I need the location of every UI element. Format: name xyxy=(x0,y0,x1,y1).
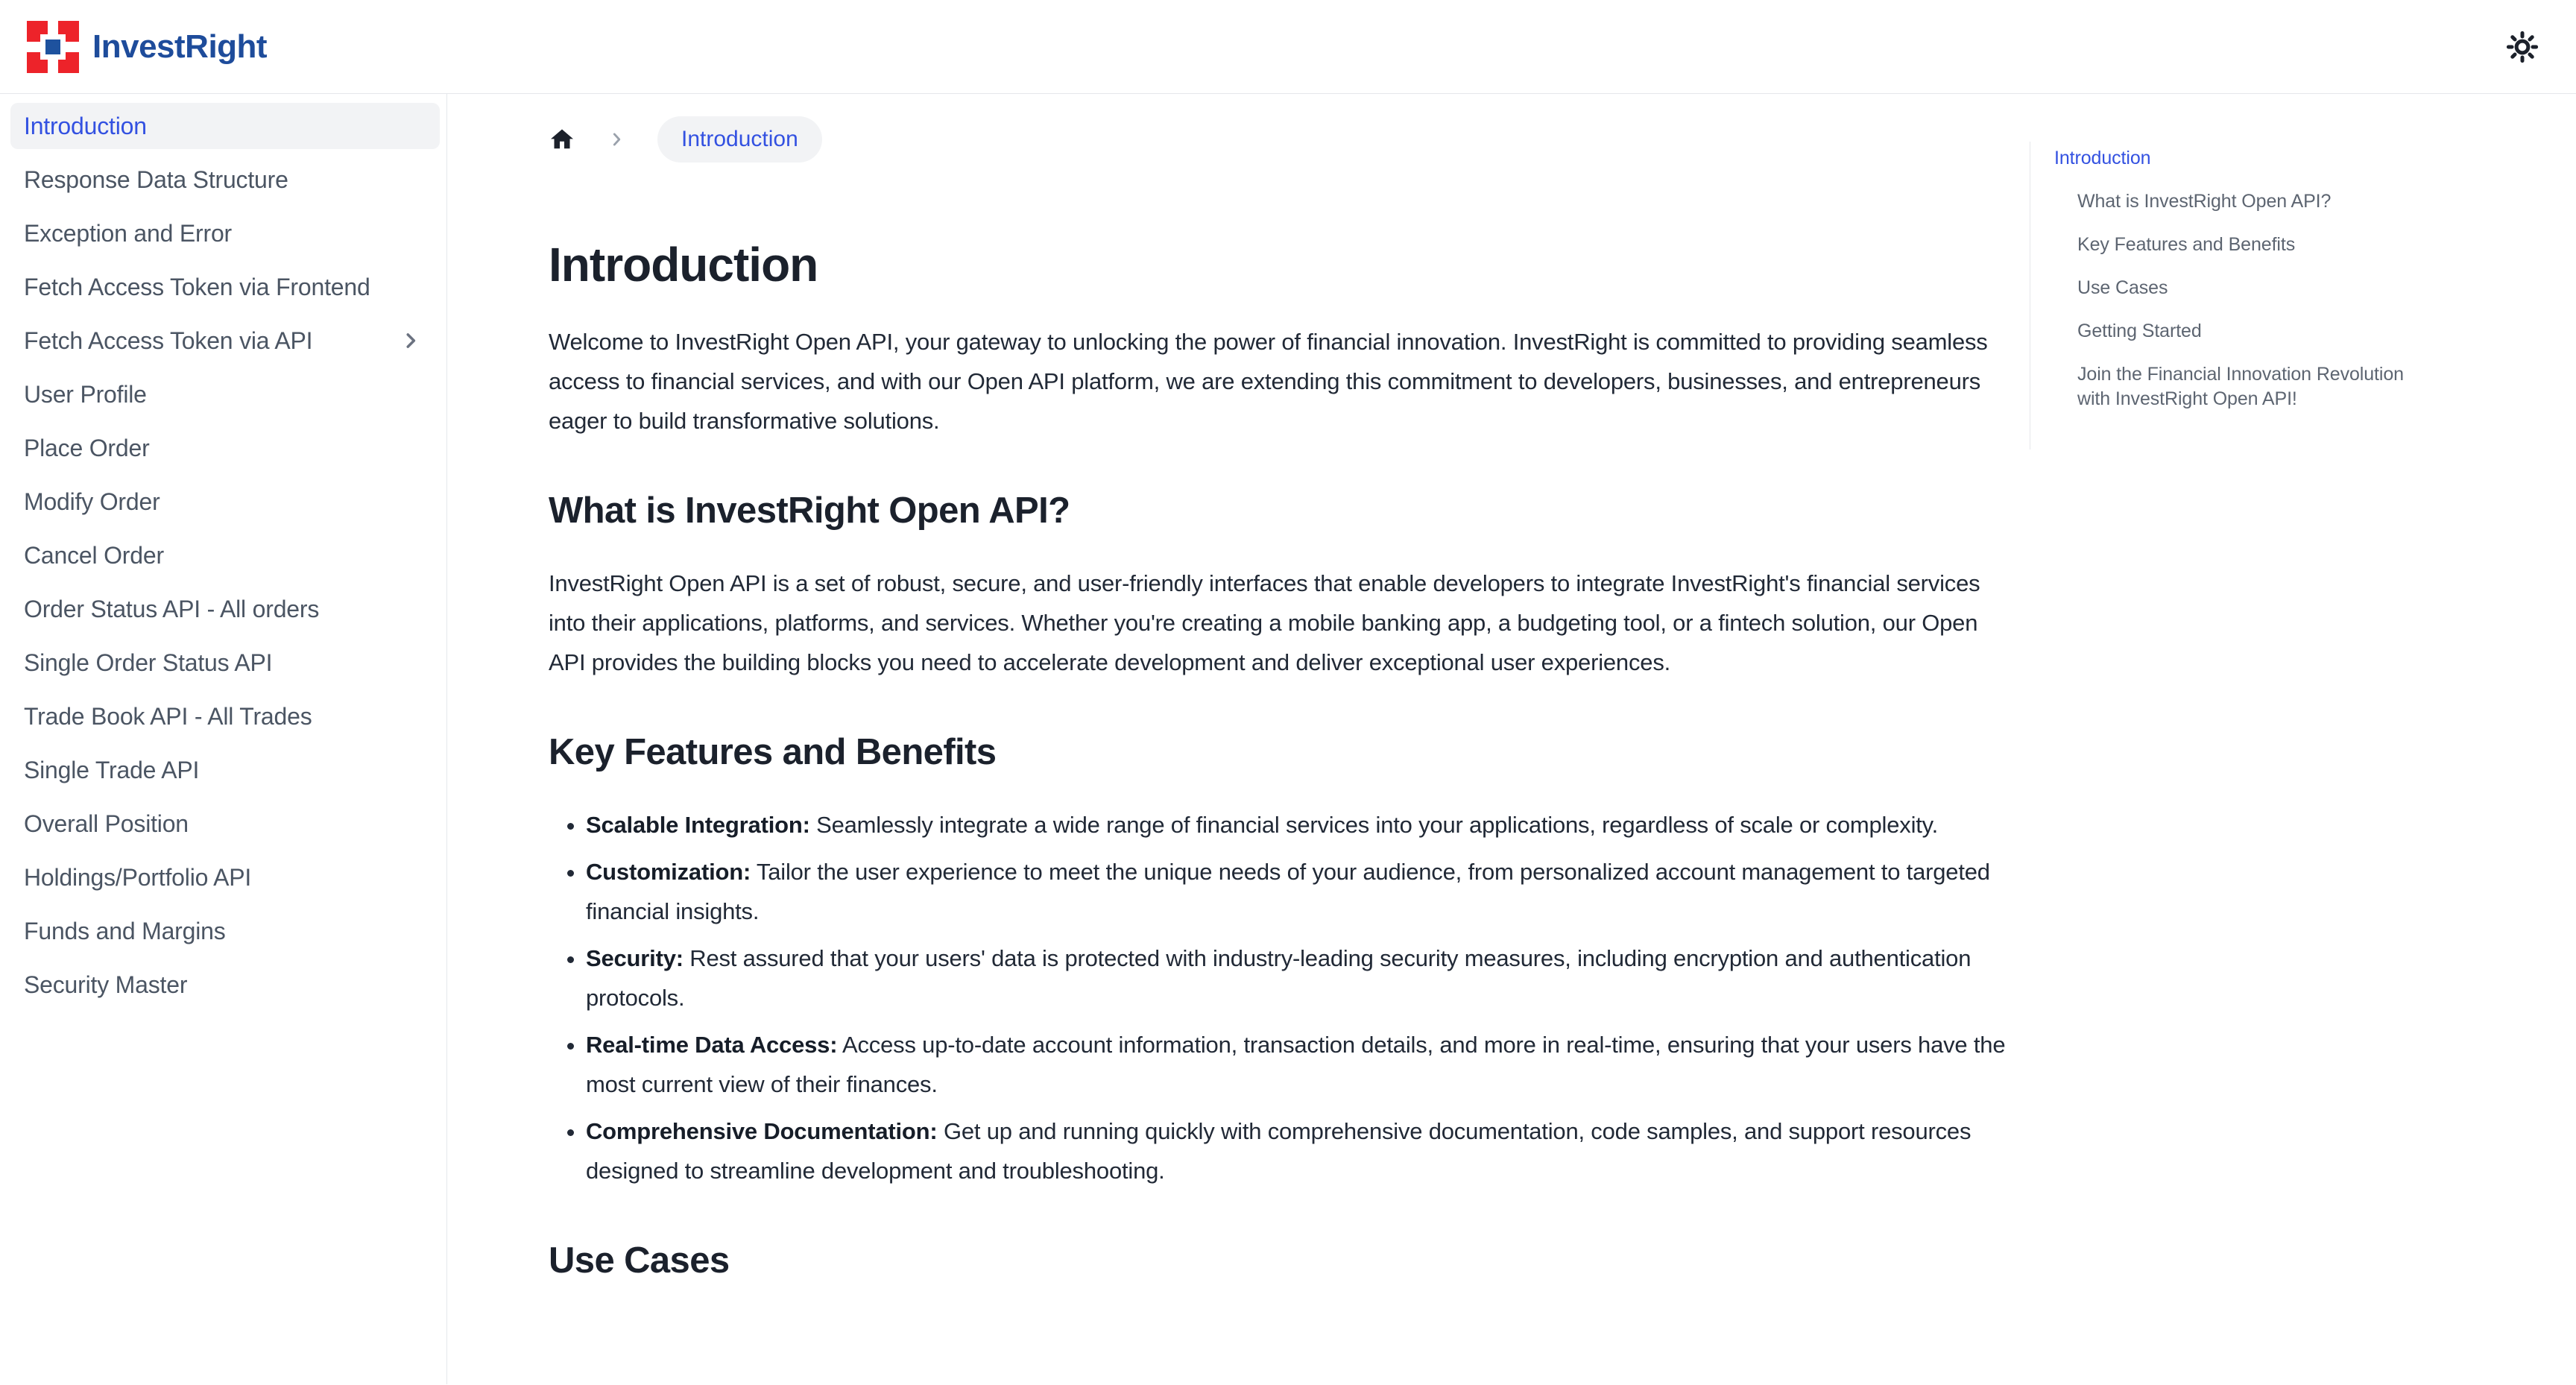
investright-logo-icon xyxy=(27,21,79,73)
sidebar-item-single-trade[interactable]: Single Trade API xyxy=(24,756,200,783)
sidebar-nav xyxy=(0,94,447,1384)
toc-list xyxy=(2030,142,2447,449)
list-item xyxy=(586,1111,2010,1190)
bullet-label: Scalable Integration: xyxy=(586,812,810,838)
theme-toggle-button[interactable] xyxy=(2496,20,2549,74)
sidebar-item-single-order-status[interactable]: Single Order Status API xyxy=(24,649,273,676)
breadcrumb-home-link[interactable] xyxy=(549,126,575,153)
sun-icon xyxy=(2505,30,2539,64)
toc-item-getting-started[interactable]: Getting Started xyxy=(2077,321,2202,341)
sidebar-item-fetch-token-api[interactable] xyxy=(10,318,440,364)
sidebar-item-user-profile[interactable]: User Profile xyxy=(24,380,147,408)
bullet-label: Comprehensive Documentation: xyxy=(586,1118,938,1144)
sidebar-item-funds-and-margins[interactable]: Funds and Margins xyxy=(24,917,226,944)
sidebar-item-label: Fetch Access Token via API xyxy=(24,326,313,354)
toc-item-what-is[interactable]: What is InvestRight Open API? xyxy=(2077,191,2332,212)
home-icon xyxy=(549,126,575,153)
bullet-text: Seamlessly integrate a wide range of financial services into your applications, regardless of scale or complexity. xyxy=(809,812,1939,838)
bullet-text: Tailor the user experience to meet the unique needs of your audience, from personalized account management to targeted financial insights. xyxy=(586,859,1990,924)
list-item xyxy=(586,1025,2010,1104)
brand-name: InvestRight xyxy=(92,28,268,65)
sidebar-item-trade-book[interactable]: Trade Book API - All Trades xyxy=(24,702,312,730)
sidebar-item-place-order[interactable]: Place Order xyxy=(24,434,150,461)
toc-item-join-revolution[interactable]: Join the Financial Innovation Revolution with InvestRight Open API! xyxy=(2077,364,2404,409)
section-heading-what-is: What is InvestRight Open API? xyxy=(549,490,1070,531)
brand-logo[interactable] xyxy=(27,21,267,73)
article xyxy=(549,237,2010,1284)
sidebar-item-response-data-structure[interactable]: Response Data Structure xyxy=(24,165,288,193)
sidebar-item-overall-position[interactable]: Overall Position xyxy=(24,810,189,837)
section-paragraph-what-is: InvestRight Open API is a set of robust, secure, and user-friendly interfaces that enable developers to integrate InvestRight's financial services into their applications, platforms, and services. Whether you're creating a mobile banking app, a budgeting tool, or a fintech solution, our Open API provides the building blocks you need to accelerate development and deliver exceptional user experiences. xyxy=(549,570,1980,675)
sidebar-item-cancel-order[interactable]: Cancel Order xyxy=(24,541,164,569)
features-list xyxy=(549,805,2010,1190)
page-title: Introduction xyxy=(549,238,818,291)
intro-paragraph: Welcome to InvestRight Open API, your gateway to unlocking the power of financial innovation. InvestRight is committed to providing seamless access to financial services, and with our Open API platform, we are extending this commitment to developers, businesses, and entrepreneurs eager to build transformative solutions. xyxy=(549,329,1988,434)
list-item xyxy=(586,938,2010,1018)
bullet-text: Access up-to-date account information, transaction details, and more in real-time, ensuring that your users have the most current view of their finances. xyxy=(586,1032,2006,1097)
breadcrumb xyxy=(549,116,2030,163)
main-layout xyxy=(0,94,2576,1384)
sidebar-item-fetch-token-frontend[interactable]: Fetch Access Token via Frontend xyxy=(24,273,370,300)
section-heading-key-features: Key Features and Benefits xyxy=(549,732,997,772)
sidebar-item-holdings-portfolio[interactable]: Holdings/Portfolio API xyxy=(24,863,252,891)
table-of-contents xyxy=(2030,94,2576,1384)
list-item xyxy=(586,852,2010,931)
content-area xyxy=(447,94,2030,1384)
bullet-label: Security: xyxy=(586,945,684,971)
sidebar-item-security-master[interactable]: Security Master xyxy=(24,971,188,998)
sidebar-item-introduction[interactable]: Introduction xyxy=(10,103,440,149)
sidebar-item-modify-order[interactable]: Modify Order xyxy=(24,488,160,515)
toc-item-use-cases[interactable]: Use Cases xyxy=(2077,277,2168,298)
bullet-text: Get up and running quickly with comprehensive documentation, code samples, and support resources designed to streamline development and troubleshooting. xyxy=(586,1118,1972,1184)
list-item xyxy=(586,805,2010,845)
breadcrumb-chevron-icon xyxy=(607,130,626,149)
bullet-label: Real-time Data Access: xyxy=(586,1032,838,1058)
section-heading-use-cases: Use Cases xyxy=(549,1240,730,1281)
bullet-text: Rest assured that your users' data is protected with industry-leading security measures, including encryption and authentication protocols. xyxy=(586,945,1972,1011)
bullet-label: Customization: xyxy=(586,859,751,885)
breadcrumb-current-page[interactable]: Introduction xyxy=(657,116,822,163)
toc-item-key-features[interactable]: Key Features and Benefits xyxy=(2077,234,2296,255)
top-header xyxy=(0,0,2576,94)
sidebar-item-order-status-all[interactable]: Order Status API - All orders xyxy=(24,595,320,622)
sidebar-item-exception-and-error[interactable]: Exception and Error xyxy=(24,219,233,247)
logo-center-blue xyxy=(45,40,60,54)
chevron-right-icon xyxy=(400,329,422,352)
toc-item-introduction[interactable]: Introduction xyxy=(2054,148,2151,168)
